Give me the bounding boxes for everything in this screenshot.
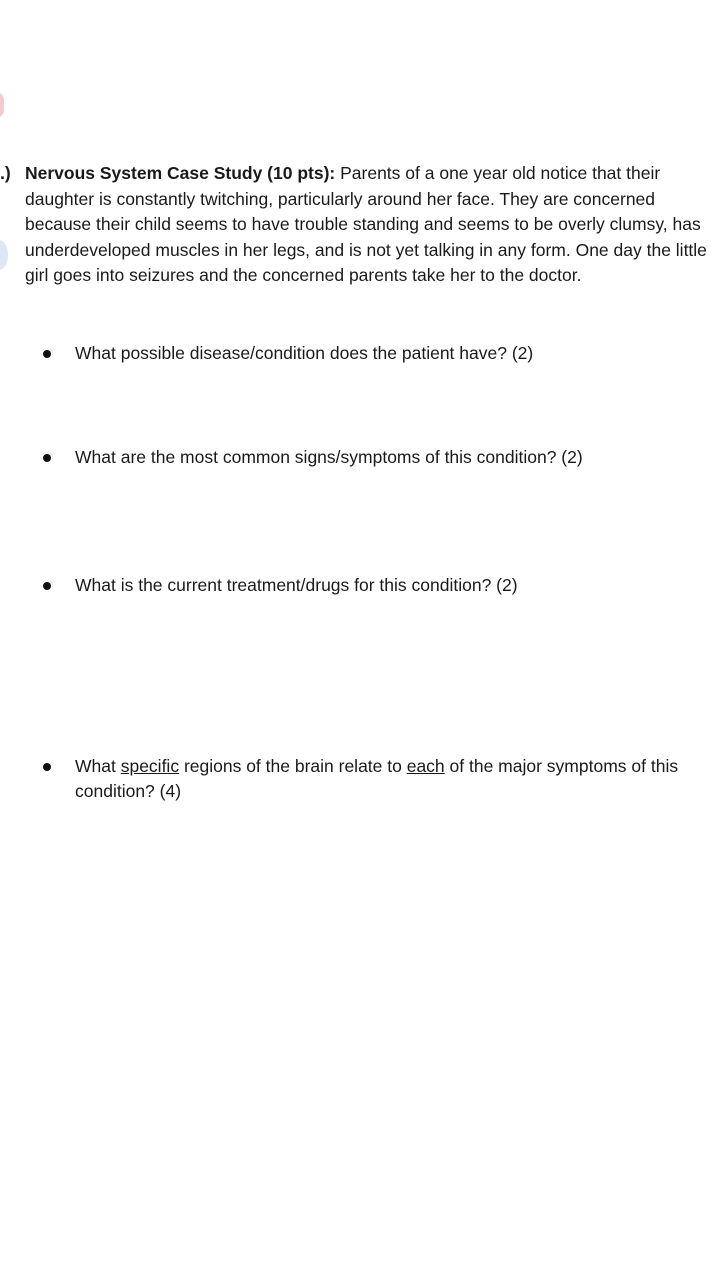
page-edge-mark (0, 92, 4, 118)
bullet-text: What are the most common signs/symptoms of this condition? (2) (75, 447, 583, 467)
question-number: .) (0, 163, 11, 183)
bullet-dot-icon (43, 582, 51, 590)
question-text (25, 161, 710, 289)
question-body: Parents of a one year old notice that their daughter is constantly twitching, particularly around her face. They are concerned because their child seems to have trouble standing and seems to be overly clumsy, has underdeveloped muscles in her legs, and is not yet talking in any form. One day the little girl goes into seizures and the concerned parents take her to the doctor. (25, 163, 707, 285)
bullet-text-part: of the major symptoms of this condition? (4) (75, 756, 679, 801)
question-title-colon: : (329, 163, 336, 183)
bullet-dot-icon (43, 454, 51, 462)
bullet-dot-icon (43, 763, 51, 771)
question-title: Nervous System Case Study (10 pts) (25, 163, 330, 183)
bullet-dot-icon (43, 350, 51, 358)
bullet-text: What possible disease/condition does the patient have? (2) (75, 343, 534, 363)
bullet-text (75, 754, 712, 804)
bullet-text-part: What (75, 756, 121, 776)
bullet-text-part: regions of the brain relate to (179, 756, 407, 776)
page-edge-mark (0, 240, 8, 270)
underlined-word: each (406, 756, 445, 776)
bullet-text: What is the current treatment/drugs for this condition? (2) (75, 575, 518, 595)
underlined-word: specific (120, 756, 180, 776)
